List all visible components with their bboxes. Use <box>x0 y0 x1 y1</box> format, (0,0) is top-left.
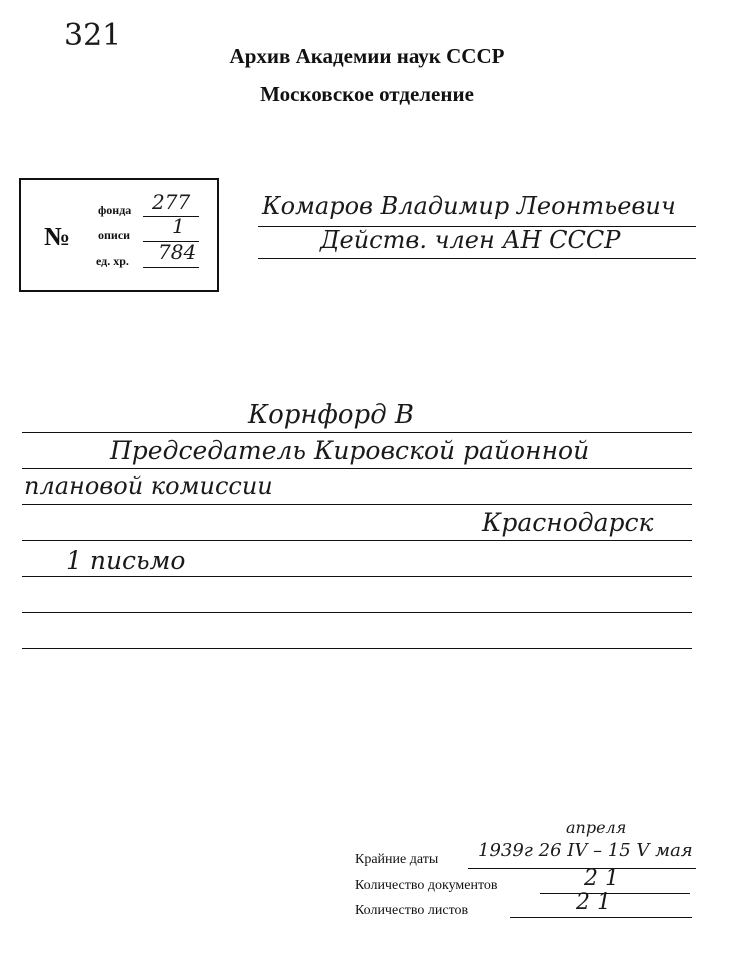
desc-line-4 <box>22 540 692 541</box>
documents-count-label: Количество документов <box>355 878 498 893</box>
opis-label: описи <box>98 228 131 242</box>
document-content: 1 письмо <box>66 546 186 575</box>
fond-label: фонда <box>98 203 132 217</box>
sheets-count-value: 2 1 <box>576 890 611 915</box>
fond-value: 277 <box>152 190 191 214</box>
author-position-line2: плановой комиссии <box>24 472 273 500</box>
page-number: 321 <box>64 18 122 53</box>
desc-line-2 <box>22 468 692 469</box>
item-value: 784 <box>158 240 197 264</box>
archive-subtitle: Московское отделение <box>260 82 474 106</box>
owner-line-2 <box>258 258 696 259</box>
desc-line-7 <box>22 648 692 649</box>
dates-note: апреля <box>566 818 627 837</box>
dates-label: Крайние даты <box>355 852 439 867</box>
archive-title: Архив Академии наук СССР <box>229 44 505 68</box>
documents-count-value: 2 1 <box>584 866 619 891</box>
fond-underline <box>143 216 199 217</box>
desc-line-5 <box>22 576 692 577</box>
desc-line-1 <box>22 432 692 433</box>
dates-value: 1939г 26 IV – 15 V мая <box>478 840 693 861</box>
desc-line-3 <box>22 504 692 505</box>
author-position-line1: Председатель Кировской районной <box>110 436 590 465</box>
documents-underline <box>540 893 690 894</box>
item-label: ед. хр. <box>96 254 129 268</box>
opis-value: 1 <box>172 214 185 238</box>
document-author: Корнфорд В <box>248 400 415 430</box>
fund-owner-name: Комаров Владимир Леонтьевич <box>262 192 676 220</box>
sheets-count-label: Количество листов <box>355 903 469 918</box>
dates-underline <box>468 868 696 869</box>
item-underline <box>143 267 199 268</box>
fund-owner-title: Действ. член АН СССР <box>320 226 621 254</box>
desc-line-6 <box>22 612 692 613</box>
document-place: Краснодарск <box>482 508 654 537</box>
number-sign: № <box>44 222 71 251</box>
sheets-underline <box>510 917 692 918</box>
